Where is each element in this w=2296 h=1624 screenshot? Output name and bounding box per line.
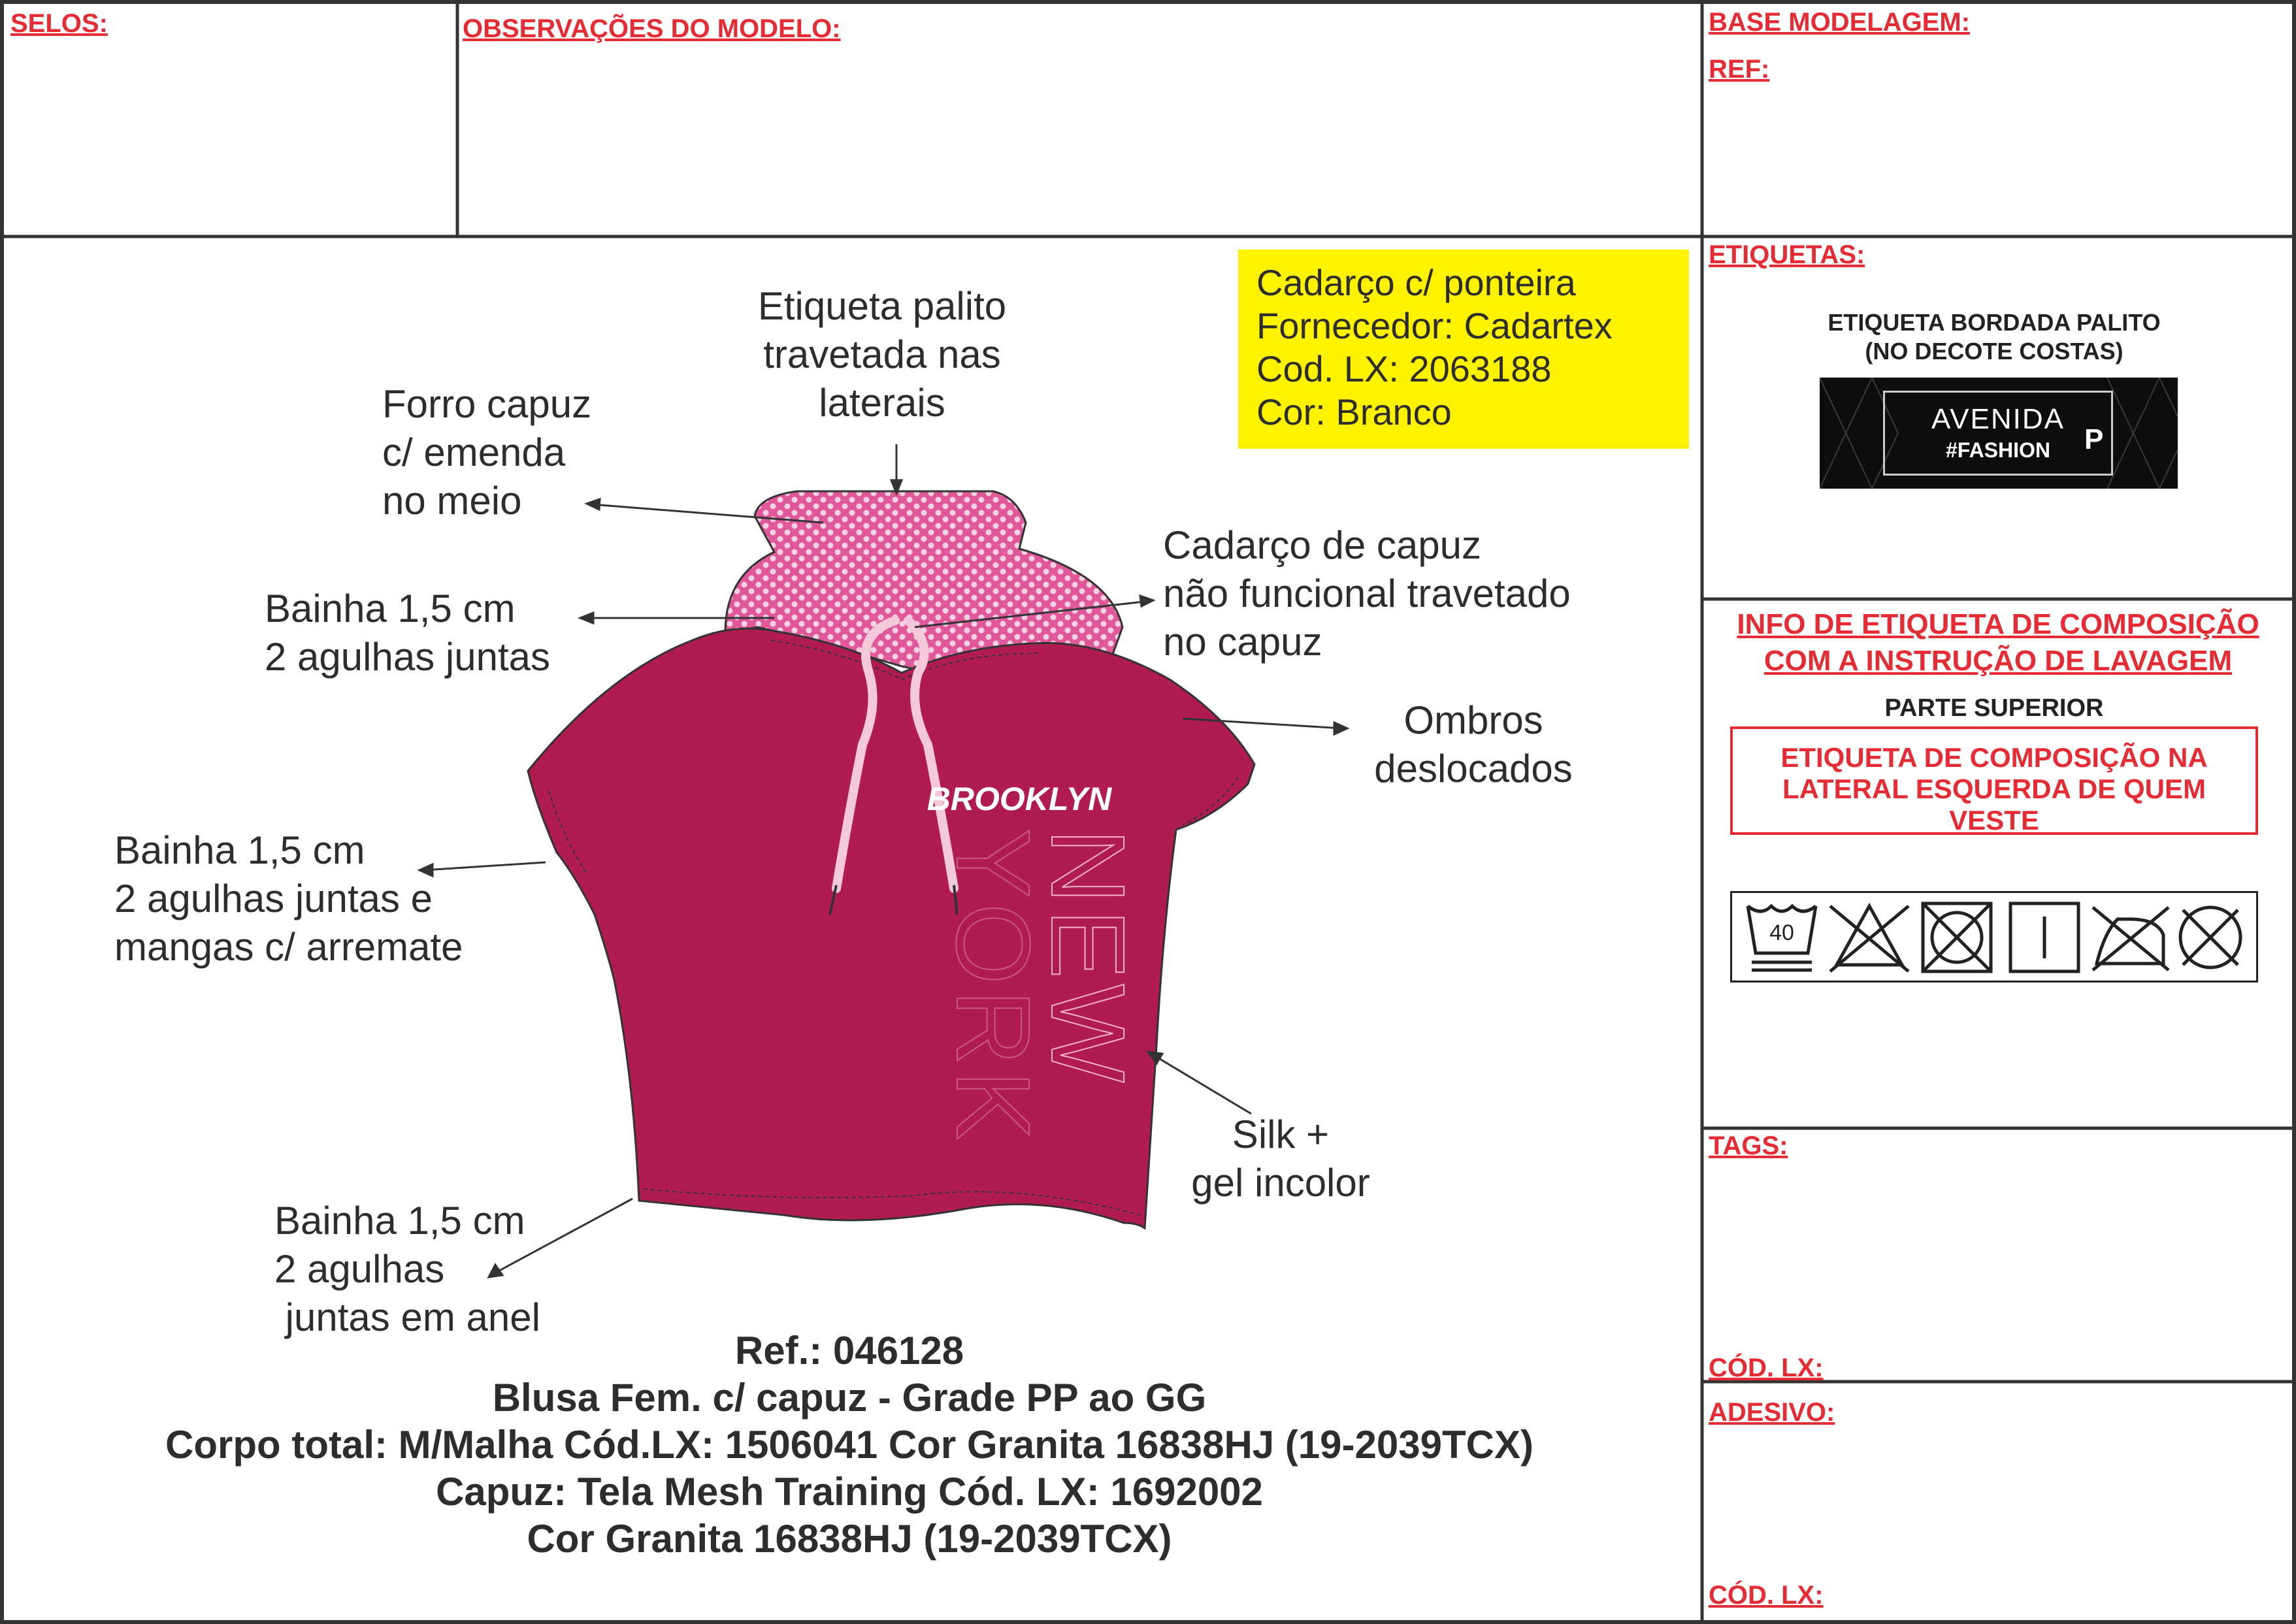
callout-line4: Cor: Branco [1256, 391, 1452, 432]
ann-bainha-capuz [265, 585, 550, 681]
ann-silk [1176, 1111, 1385, 1207]
ann-bainha-capuz-l2: 2 agulhas juntas [265, 635, 550, 679]
brand-hashtag: #FASHION [1945, 438, 2051, 462]
observacoes-label: OBSERVAÇÕES DO MODELO: [463, 14, 841, 43]
ann-cadarco-capuz-l3: no capuz [1163, 620, 1322, 664]
ann-forro-capuz-l2: c/ emenda [382, 430, 566, 474]
composicao-line1: ETIQUETA DE COMPOSIÇÃO NA [1780, 742, 2208, 773]
ann-silk-l2: gel incolor [1191, 1161, 1370, 1205]
spec-description: Blusa Fem. c/ capuz - Grade PP ao GG [492, 1376, 1207, 1420]
cod-lx-label-1: CÓD. LX: [1709, 1354, 1824, 1382]
ann-forro-capuz-l1: Forro capuz [382, 382, 592, 426]
ann-bainha-barra [274, 1197, 540, 1342]
parte-superior-label: PARTE SUPERIOR [1884, 694, 2104, 722]
spec-ref: Ref.: 046128 [734, 1329, 964, 1372]
tags-label: TAGS: [1709, 1131, 1788, 1160]
ann-ombros-l1: Ombros [1403, 698, 1543, 742]
ann-bainha-mangas-l1: Bainha 1,5 cm [114, 828, 365, 872]
etiquetas-label: ETIQUETAS: [1709, 240, 1865, 269]
callout-line1: Cadarço c/ ponteira [1256, 262, 1576, 303]
ann-bainha-barra-l2: 2 agulhas [274, 1247, 445, 1291]
callout-line3: Cod. LX: 2063188 [1256, 348, 1552, 389]
selos-label: SELOS: [10, 9, 108, 38]
print-york: YORK [935, 828, 1052, 1146]
ann-bainha-mangas-l3: mangas c/ arremate [114, 925, 463, 969]
brand-name: AVENIDA [1931, 403, 2065, 435]
adesivo-label: ADESIVO: [1709, 1398, 1835, 1427]
ann-forro-capuz [382, 380, 591, 525]
ann-etiqueta-palito-l3: laterais [819, 381, 945, 425]
ann-bainha-capuz-l1: Bainha 1,5 cm [265, 587, 516, 630]
ann-cadarco-capuz [1163, 521, 1571, 666]
ann-etiqueta-palito-l2: travetada nas [763, 333, 1001, 376]
ann-silk-l1: Silk + [1232, 1112, 1330, 1156]
wash-temp-text: 40 [1769, 920, 1794, 945]
spec-corpo: Corpo total: M/Malha Cód.LX: 1506041 Cor Granita 16838HJ (19-2039TCX) [165, 1423, 1533, 1467]
info-composicao-line2: COM A INSTRUÇÃO DE LAVAGEM [1763, 645, 2233, 677]
label-size: P [2084, 423, 2104, 455]
ann-bainha-barra-l1: Bainha 1,5 cm [274, 1199, 525, 1242]
product-spec [0, 1327, 1699, 1563]
ann-ombros-l2: deslocados [1374, 747, 1573, 790]
ann-etiqueta-palito-l1: Etiqueta palito [757, 284, 1007, 328]
cod-lx-label-2: CÓD. LX: [1709, 1581, 1824, 1610]
spec-capuz: Capuz: Tela Mesh Training Cód. LX: 1692002 [436, 1470, 1263, 1514]
composicao-line3: VESTE [1949, 805, 2039, 836]
ann-cadarco-capuz-l1: Cadarço de capuz [1163, 523, 1481, 567]
callout-line2: Fornecedor: Cadartex [1256, 305, 1613, 346]
ann-ombros [1359, 696, 1588, 793]
ann-cadarco-capuz-l2: não funcional travetado [1163, 572, 1571, 615]
print-brooklyn: BROOKLYN [927, 781, 1112, 817]
ann-forro-capuz-l3: no meio [382, 479, 522, 523]
print-new: NEW [1030, 828, 1147, 1088]
ann-bainha-barra-l3: juntas em anel [274, 1295, 540, 1339]
spec-cor: Cor Granita 16838HJ (19-2039TCX) [527, 1517, 1172, 1561]
ann-bainha-mangas-l2: 2 agulhas juntas e [114, 877, 433, 920]
etiqueta-bordada-line1: ETIQUETA BORDADA PALITO [1828, 309, 2161, 336]
ann-bainha-mangas [114, 826, 463, 971]
ref-label: REF: [1709, 55, 1770, 84]
base-modelagem-label: BASE MODELAGEM: [1709, 8, 1970, 37]
etiqueta-bordada-line2: (NO DECOTE COSTAS) [1865, 338, 2124, 365]
info-composicao-line1: INFO DE ETIQUETA DE COMPOSIÇÃO [1737, 608, 2259, 640]
composicao-line2: LATERAL ESQUERDA DE QUEM [1782, 773, 2206, 804]
ann-etiqueta-palito [745, 282, 1019, 427]
